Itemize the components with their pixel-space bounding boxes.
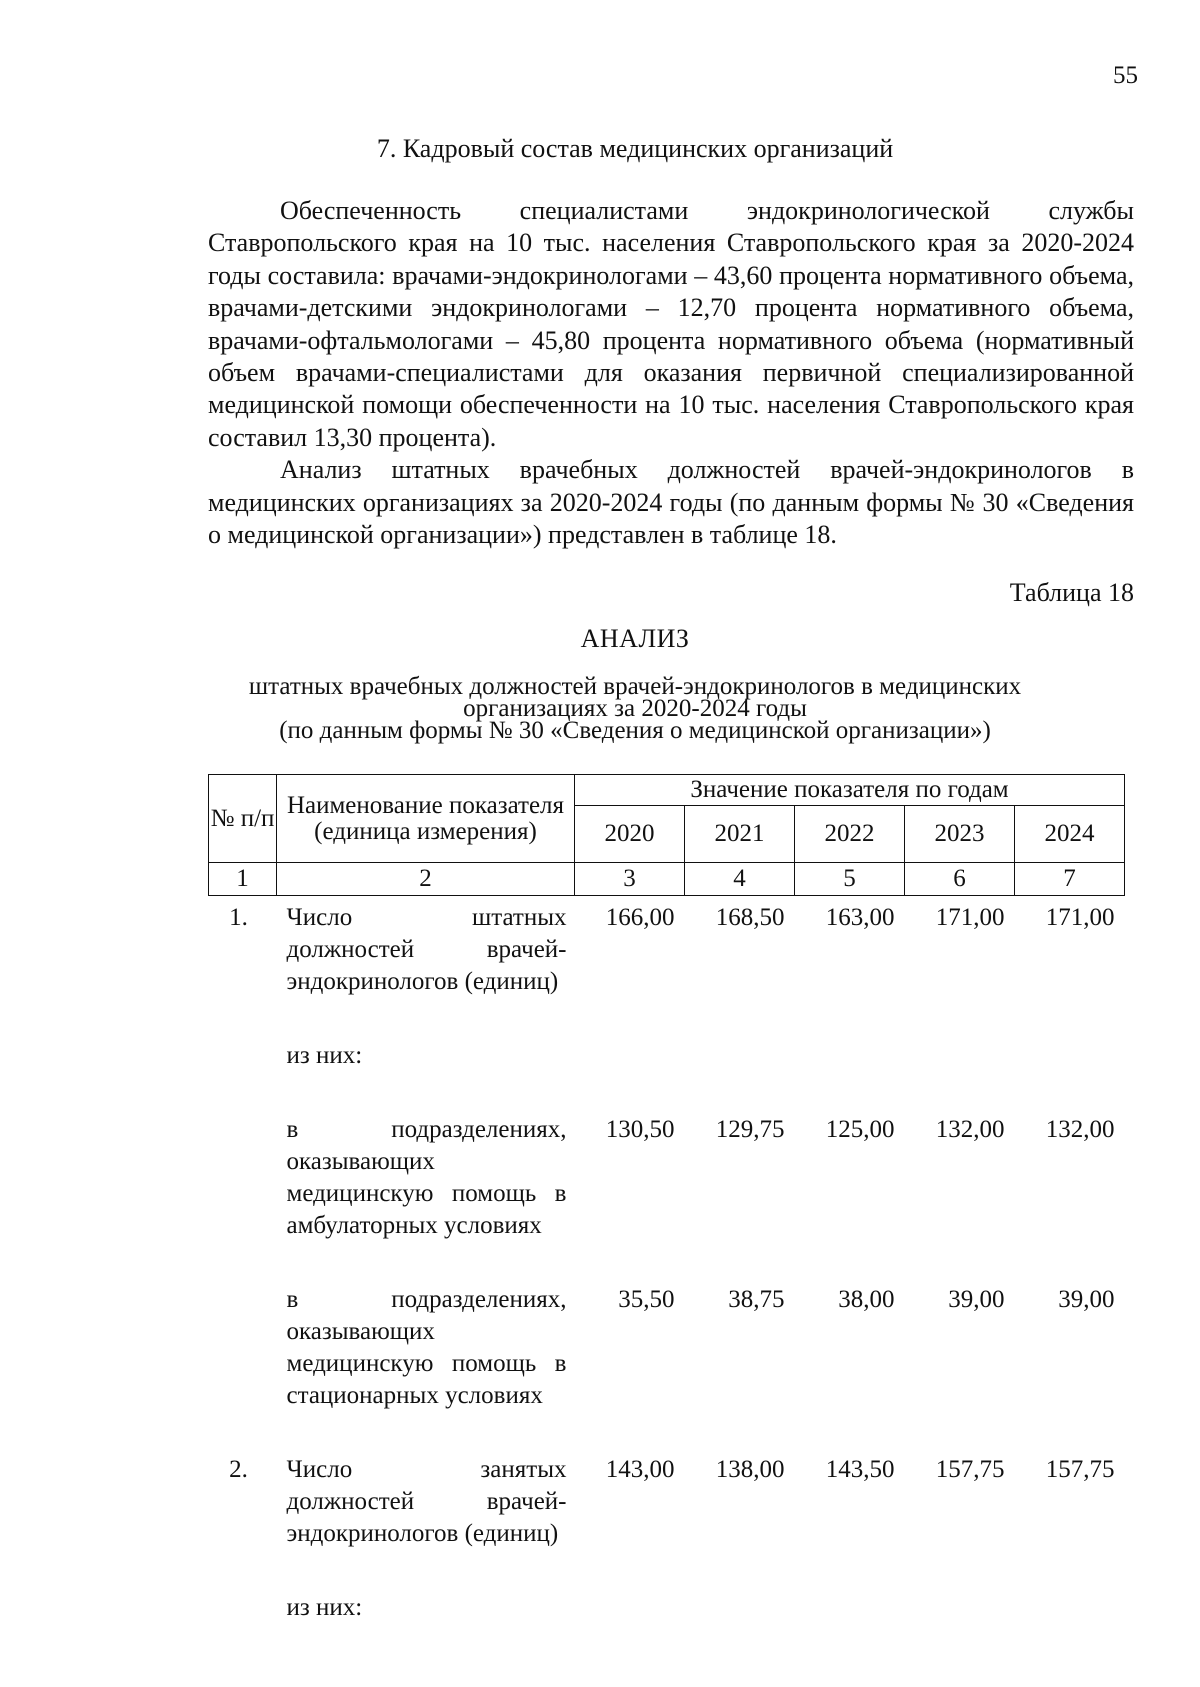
row-value: 157,75 [1045, 1456, 1115, 1483]
row-name: в подразделениях, оказывающих медицинскую помощь в стационарных условиях [286, 1286, 567, 1409]
row-value [575, 1040, 685, 1114]
row-value: 125,00 [825, 1116, 895, 1143]
column-number: 2 [277, 863, 575, 896]
table-subtitle-line: (по данным формы № 30 «Сведения о медицинской организации») [279, 717, 991, 744]
row-num: 2. [229, 1456, 248, 1483]
row-value: 168,50 [715, 904, 785, 931]
row-value: 132,00 [1045, 1116, 1115, 1143]
header-year: 2022 [795, 806, 905, 863]
row-value: 171,00 [1045, 904, 1115, 931]
row-value: 130,50 [605, 1116, 675, 1143]
row-num [209, 1592, 277, 1666]
row-num [209, 1114, 277, 1284]
row-value [685, 1592, 795, 1666]
paragraph: Анализ штатных врачебных должностей врачей-эндокринологов в медицинских организациях за 2020-2024 годы (по данным формы № 30 «Сведения о медицинской организации») представлен в таблице 18. [208, 455, 1134, 550]
row-value: 35,50 [618, 1286, 675, 1313]
header-num: № п/п [209, 775, 277, 863]
row-value [905, 1592, 1015, 1666]
row-name: Число занятых должностей врачей-эндокринологов (единиц) [286, 1456, 567, 1547]
table-row [209, 1592, 1125, 1666]
table-row [209, 1284, 1125, 1454]
table-title: АНАЛИЗ [580, 624, 690, 653]
row-value [1015, 1592, 1125, 1666]
header-year: 2024 [1015, 806, 1125, 863]
row-value: 138,00 [715, 1456, 785, 1483]
row-value: 143,50 [825, 1456, 895, 1483]
row-value: 163,00 [825, 904, 895, 931]
row-num [209, 1040, 277, 1114]
column-number: 3 [575, 863, 685, 896]
row-value: 39,00 [948, 1286, 1005, 1313]
row-value: 132,00 [935, 1116, 1005, 1143]
row-value [685, 1040, 795, 1114]
row-name: Число штатных должностей врачей-эндокринологов (единиц) [286, 904, 567, 995]
row-name: из них: [286, 1042, 363, 1069]
table-row [209, 1040, 1125, 1114]
table-subtitle [0, 673, 1200, 744]
column-number: 7 [1015, 863, 1125, 896]
row-value: 157,75 [935, 1456, 1005, 1483]
header-year: 2020 [575, 806, 685, 863]
row-value [795, 1040, 905, 1114]
row-value: 38,75 [728, 1286, 785, 1313]
row-value [905, 1040, 1015, 1114]
row-name: из них: [286, 1594, 363, 1621]
row-num: 1. [229, 904, 248, 931]
row-value: 166,00 [605, 904, 675, 931]
row-value [1015, 1040, 1125, 1114]
column-number-row [209, 863, 1125, 896]
column-number: 6 [905, 863, 1015, 896]
row-value: 39,00 [1058, 1286, 1115, 1313]
table-row [209, 1454, 1125, 1592]
header-group: Значение показателя по годам [575, 775, 1125, 806]
table-row [209, 1114, 1125, 1284]
row-value: 38,00 [838, 1286, 895, 1313]
table-caption: Таблица 18 [1009, 578, 1134, 607]
row-num [209, 1284, 277, 1454]
section-heading: 7. Кадровый состав медицинских организаций [376, 134, 894, 163]
row-value: 171,00 [935, 904, 1005, 931]
row-value: 143,00 [605, 1456, 675, 1483]
column-number: 1 [209, 863, 277, 896]
header-name: Наименование показателя (единица измерения) [277, 775, 575, 863]
column-number: 4 [685, 863, 795, 896]
header-year: 2023 [905, 806, 1015, 863]
paragraph: Обеспеченность специалистами эндокринологической службы Ставропольского края на 10 тыс. населения Ставропольского края за 2020-2024 годы составила: врачами-эндокринологами – 43,60 процента нормативного объема, врачами-детскими эндокринологами – 12,70 процента нормативного объема, врачами-офтальмологами – 45,80 процента нормативного объема (нормативный объем врачами-специалистами для оказания первичной специализированной медицинской помощи обеспеченности на 10 тыс. населения Ставропольского края составил 13,30 процента). [208, 196, 1134, 452]
column-number: 5 [795, 863, 905, 896]
analysis-table [208, 774, 1125, 1666]
row-value [575, 1592, 685, 1666]
table-row [209, 902, 1125, 1040]
row-value: 129,75 [715, 1116, 785, 1143]
header-year: 2021 [685, 806, 795, 863]
body-text [208, 195, 1134, 551]
row-name: в подразделениях, оказывающих медицинскую помощь в амбулаторных условиях [286, 1116, 567, 1239]
page-number: 55 [1113, 62, 1138, 89]
row-value [795, 1592, 905, 1666]
table-subtitle-line: штатных врачебных должностей врачей-эндокринологов в медицинских [248, 673, 1022, 700]
table-subtitle-line: организациях за 2020-2024 годы [463, 695, 807, 722]
